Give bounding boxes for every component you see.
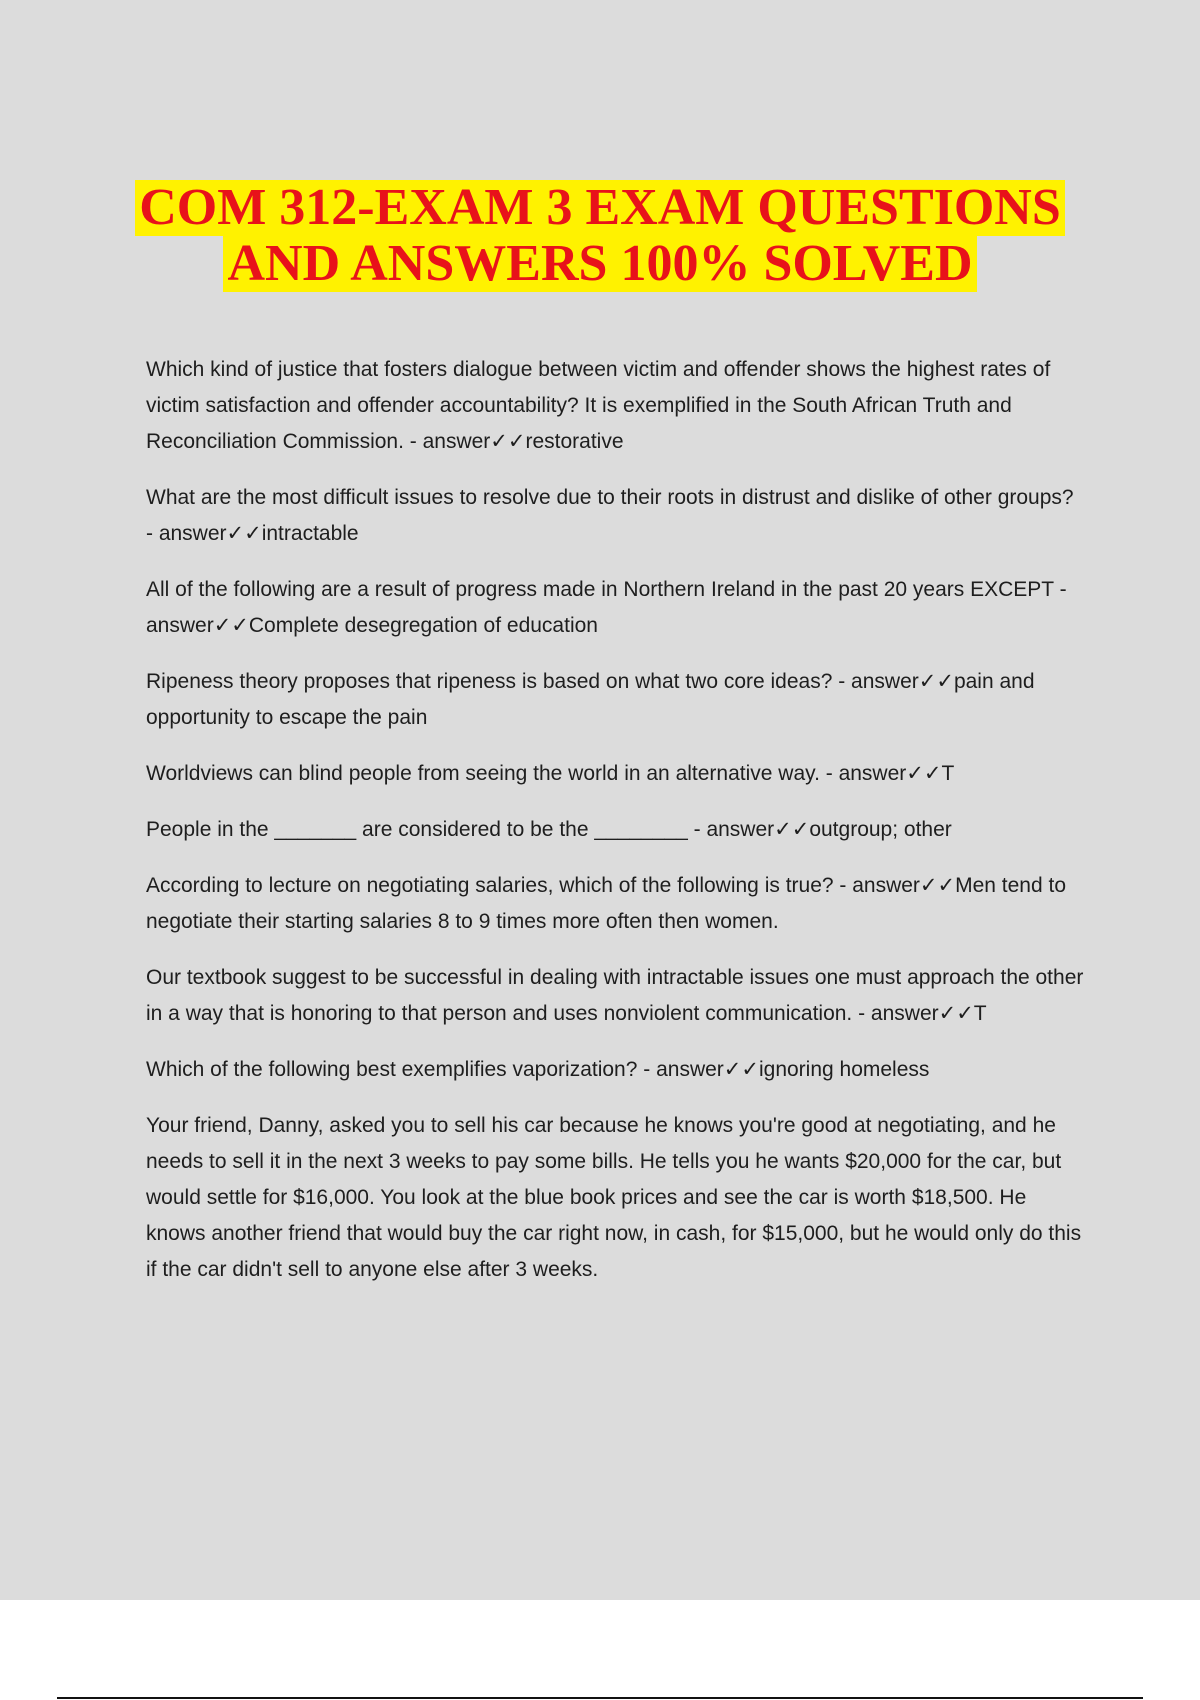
qa-item: Which kind of justice that fosters dialogue between victim and offender shows the highest rates of victim satisfaction and offender accountability? It is exemplified in the South African Truth and Reconciliation Commission. - answer✓✓restorative (146, 358, 1051, 453)
qa-item: According to lecture on negotiating salaries, which of the following is true? - answer✓✓Men tend to negotiate their starting salaries 8 to 9 times more often then women. (146, 874, 1067, 933)
qa-item: What are the most difficult issues to resolve due to their roots in distrust and dislike of other groups? - answer✓✓intractable (146, 486, 1074, 545)
qa-item: Worldviews can blind people from seeing the world in an alternative way. - answer✓✓T (146, 762, 955, 785)
qa-item: Our textbook suggest to be successful in dealing with intractable issues one must approach the other in a way that is honoring to that person and uses nonviolent communication. - answer✓✓T (146, 966, 1084, 1025)
document-title (0, 180, 1200, 292)
qa-item: Your friend, Danny, asked you to sell his car because he knows you're good at negotiating, and he needs to sell it in the next 3 weeks to pay some bills. He tells you he wants $20,000 for the car, but would settle for $16,000. You look at the blue book prices and see the car is worth $18,500. He knows another friend that would buy the car right now, in cash, for $15,000, but he would only do this if the car didn't sell to anyone else after 3 weeks. (146, 1114, 1082, 1281)
qa-item: People in the _______ are considered to be the ________ - answer✓✓outgroup; other (146, 818, 952, 841)
qa-item: All of the following are a result of progress made in Northern Ireland in the past 20 years EXCEPT - answer✓✓Complete desegregation of education (146, 578, 1067, 637)
qa-list (146, 352, 1086, 1308)
title-line-2: AND ANSWERS 100% SOLVED (223, 236, 976, 292)
qa-item: Ripeness theory proposes that ripeness is based on what two core ideas? - answer✓✓pain and opportunity to escape the pain (146, 670, 1035, 729)
qa-item: Which of the following best exemplifies vaporization? - answer✓✓ignoring homeless (146, 1058, 930, 1081)
page-divider (57, 1697, 1143, 1699)
title-line-1: COM 312-EXAM 3 EXAM QUESTIONS (135, 180, 1065, 236)
